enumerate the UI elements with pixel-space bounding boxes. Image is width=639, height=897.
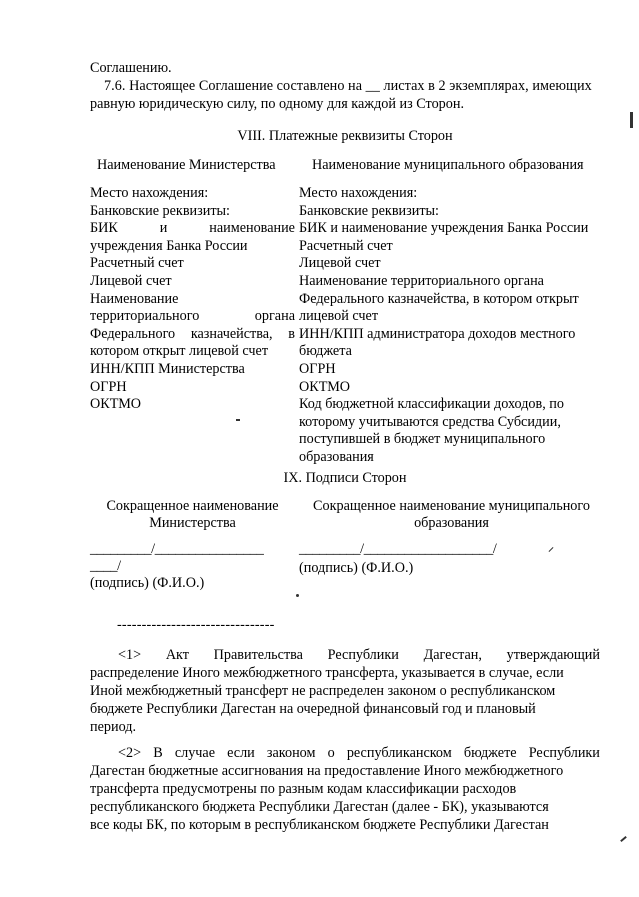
ministry-bik-continued: учреждения Банка России [90, 237, 248, 254]
ministry-treasury-continued: котором открыт лицевой счет [90, 343, 269, 360]
footnote-2-line-4: республиканского бюджета Республики Дагестан (далее - БК), указываются [90, 799, 549, 815]
footnote-1-line-5: период. [90, 719, 137, 735]
ministry-name-header: Наименование Министерства [97, 157, 276, 173]
municipality-short-name-label-2: образования [414, 515, 489, 531]
municipality-location: Место нахождения: [299, 185, 418, 201]
footnote-1-line-3: Иной межбюджетный трансферт не распределен законом о республиканском [90, 683, 556, 699]
scan-stroke [549, 547, 554, 552]
intro-line-1: Соглашению. [90, 60, 172, 76]
ministry-inn: ИНН/КПП Министерства [90, 360, 245, 377]
ministry-name-label: Наименование [90, 290, 179, 307]
ministry-ogrn: ОГРН [90, 378, 127, 395]
ministry-treasury-line: Федерального казначейства, в [90, 325, 295, 342]
section-9-title: IX. Подписи Сторон [283, 470, 407, 486]
ministry-territorial-line: территориального органа [90, 308, 295, 325]
municipality-signature-caption: (подпись) (Ф.И.О.) [299, 560, 414, 576]
ministry-signature-line: _________/________________ [90, 541, 264, 557]
municipality-short-name-label: Сокращенное наименование муниципального [313, 498, 590, 514]
footnote-separator: -------------------------------- [117, 617, 275, 633]
footnote-2-line-3: трансферта предусмотрены по разным кодам классификации расходов [90, 781, 517, 797]
municipality-signature-line: _________/___________________/ [299, 541, 497, 557]
ministry-oktmo: ОКТМО [90, 396, 142, 413]
footnote-1-line-2: распределение Иного межбюджетного трансферта, указывается в случае, если [90, 665, 564, 681]
municipality-treasury-continued: лицевой счет [299, 308, 379, 325]
municipality-bank-details: Банковские реквизиты: [299, 202, 439, 219]
footnote-1-line-4: бюджете Республики Дагестан на очередной финансовый год и плановый [90, 701, 536, 717]
intro-line-2: 7.6. Настоящее Соглашение составлено на __ листах в 2 экземплярах, имеющих [104, 78, 592, 94]
ministry-account: Расчетный счет [90, 255, 184, 272]
scan-mark-right-edge [630, 112, 633, 128]
municipality-ogrn: ОГРН [299, 360, 336, 377]
municipality-budget-code-3: поступившей в бюджет муниципального [299, 431, 546, 448]
municipality-requisites [299, 185, 604, 467]
ministry-signature-line-continued: ____/ [90, 558, 121, 574]
municipality-budget-code-2: которому учитываются средства Субсидии, [299, 413, 561, 430]
ministry-location: Место нахождения: [90, 185, 209, 201]
intro-line-3: равную юридическую силу, по одному для каждой из Сторон. [90, 96, 464, 112]
footnote-1-line-1: <1> Акт Правительства Республики Дагестан, утверждающий [118, 647, 600, 663]
footnote-2-line-1: <2> В случае если законом о республиканском бюджете Республики [118, 745, 600, 761]
scan-dot [296, 594, 299, 597]
ministry-bank-details: Банковские реквизиты: [90, 202, 230, 219]
scan-speck [236, 419, 240, 421]
ministry-signature-caption: (подпись) (Ф.И.О.) [90, 575, 205, 591]
footnote-2-line-2: Дагестан бюджетные ассигнования на предоставление Иного межбюджетного [90, 763, 564, 779]
municipality-budget-code-1: Код бюджетной классификации доходов, по [299, 396, 564, 413]
ministry-short-name-label: Сокращенное наименование [106, 498, 279, 514]
municipality-inn: ИНН/КПП администратора доходов местного [299, 325, 576, 342]
municipality-account: Расчетный счет [299, 237, 393, 254]
municipality-personal-account: Лицевой счет [299, 255, 381, 272]
municipality-name-header: Наименование муниципального образования [312, 157, 584, 173]
municipality-budget-code-4: образования [299, 448, 374, 465]
ministry-bik-line: БИК и наименование [90, 220, 295, 237]
municipality-oktmo: ОКТМО [299, 378, 351, 395]
municipality-inn-continued: бюджета [299, 343, 352, 360]
ministry-requisites [90, 185, 295, 414]
municipality-bik: БИК и наименование учреждения Банка России [299, 220, 589, 237]
ministry-personal-account: Лицевой счет [90, 272, 172, 289]
scan-tick-mark [620, 836, 627, 842]
footnote-2-line-5: все коды БК, по которым в республиканском бюджете Республики Дагестан [90, 817, 549, 833]
municipality-territorial: Наименование территориального органа [299, 272, 544, 289]
section-8-title: VIII. Платежные реквизиты Сторон [237, 128, 453, 144]
municipality-treasury: Федерального казначейства, в котором открыт [299, 290, 579, 307]
ministry-short-name-label-2: Министерства [149, 515, 236, 531]
